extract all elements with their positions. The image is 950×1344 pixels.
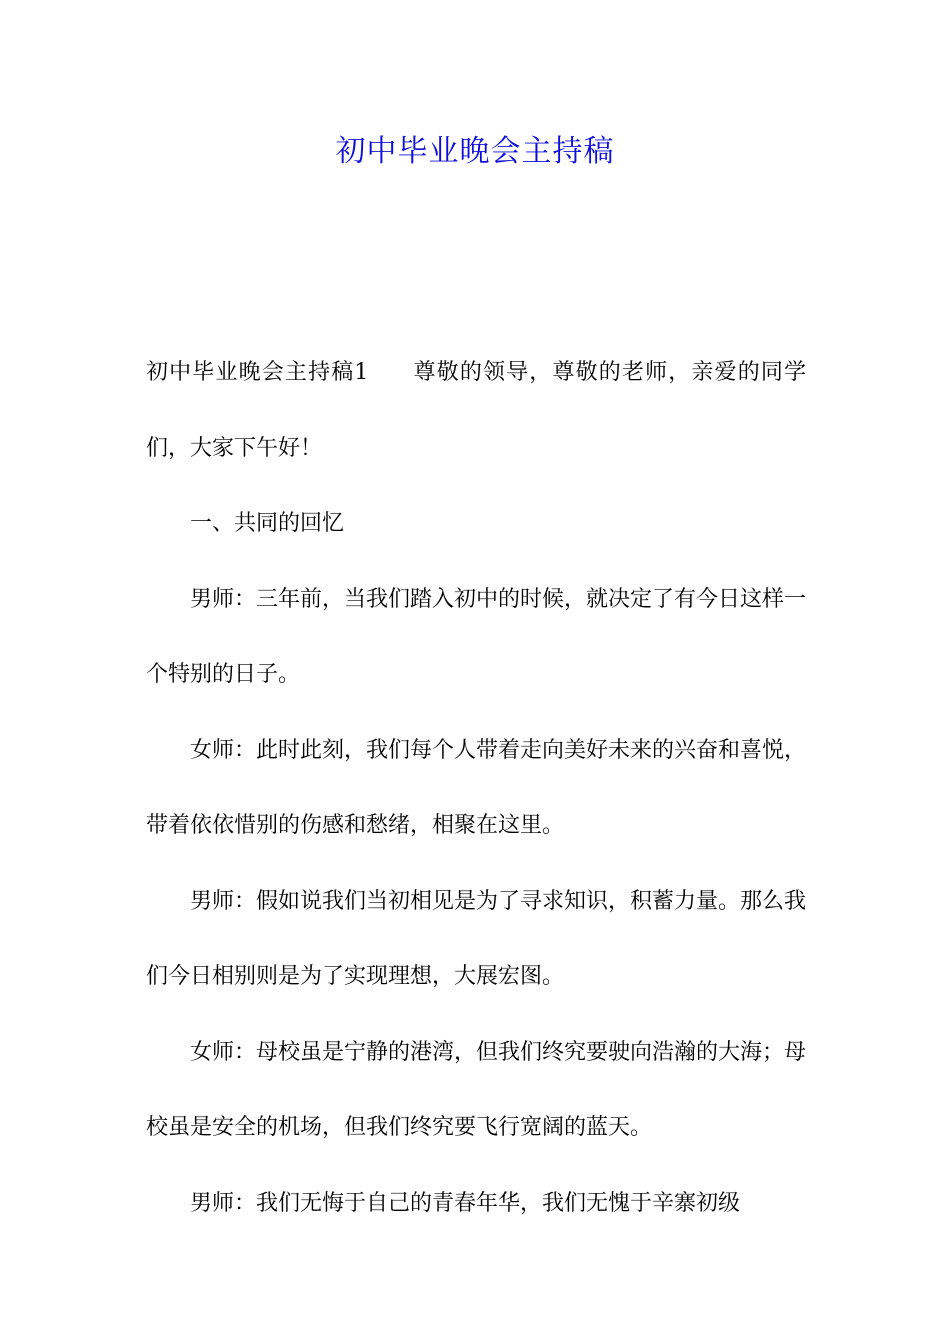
section-heading: 一、共同的回忆 [190,511,345,536]
intro-text: 尊敬的领导，尊敬的老师，亲爱的同学们，大家下午好！ [146,360,806,461]
dialogue-paragraph: 男师：假如说我们当初相见是为了寻求知识，积蓄力量。那么我们今日相别则是为了实现理想，大展宏图。 [146,888,807,989]
dialogue-paragraph: 男师：我们无悔于自己的青春年华，我们无愧于辛寨初级 [190,1190,741,1216]
document-body [146,335,806,1241]
intro-paragraph [146,335,806,486]
dialogue-paragraph: 男师：三年前，当我们踏入初中的时候，就决定了有今日这样一个特别的日子。 [146,586,807,687]
document-title: 初中毕业晚会主持稿 [335,134,615,169]
dialogue-paragraph: 女师：此时此刻，我们每个人带着走向美好未来的兴奋和喜悦，带着依依惜别的伤感和愁绪，相聚在这里。 [146,737,807,838]
intro-heading: 初中毕业晚会主持稿1 [146,360,369,385]
dialogue-paragraph: 女师：母校虽是宁静的港湾，但我们终究要驶向浩瀚的大海；母校虽是安全的机场，但我们终究要飞行宽阔的蓝天。 [146,1039,807,1140]
